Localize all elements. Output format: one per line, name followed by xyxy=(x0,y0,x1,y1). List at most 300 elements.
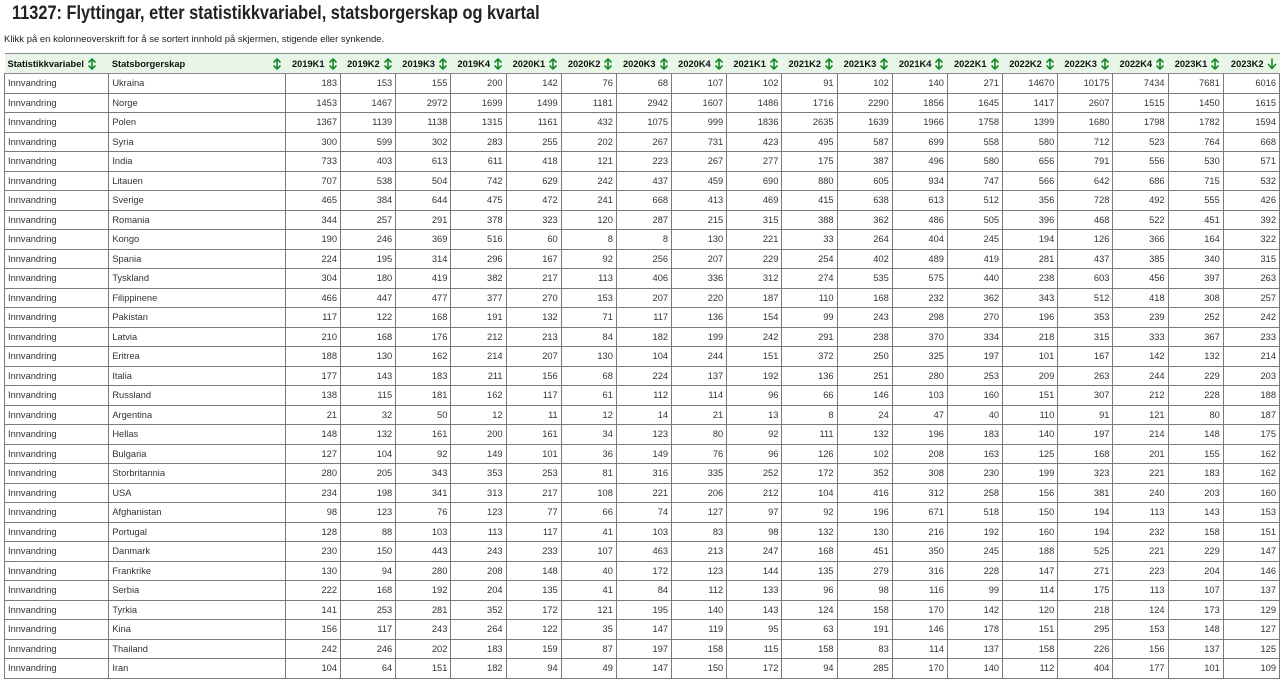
cell-statistikkvariabel: Innvandring xyxy=(5,503,109,523)
column-header-2021k4[interactable] xyxy=(892,54,947,74)
cell-value: 167 xyxy=(1058,347,1113,367)
cell-value: 699 xyxy=(892,132,947,152)
cell-value: 223 xyxy=(1113,561,1168,581)
cell-value: 8 xyxy=(561,230,616,250)
cell-value: 96 xyxy=(727,444,782,464)
cell-value: 91 xyxy=(1058,405,1113,425)
cell-value: 233 xyxy=(1223,327,1279,347)
cell-value: 199 xyxy=(1003,464,1058,484)
cell-value: 130 xyxy=(837,522,892,542)
cell-value: 516 xyxy=(451,230,506,250)
cell-value: 587 xyxy=(837,132,892,152)
cell-value: 209 xyxy=(1003,366,1058,386)
cell-value: 40 xyxy=(947,405,1002,425)
cell-value: 204 xyxy=(1168,561,1223,581)
cell-value: 107 xyxy=(672,74,727,94)
cell-value: 114 xyxy=(1003,581,1058,601)
column-header-2022k4[interactable] xyxy=(1113,54,1168,74)
cell-value: 599 xyxy=(341,132,396,152)
cell-value: 160 xyxy=(1003,522,1058,542)
cell-value: 238 xyxy=(837,327,892,347)
column-header-statsborgerskap[interactable] xyxy=(109,54,286,74)
column-header-label: Statsborgerskap xyxy=(111,58,186,69)
cell-value: 142 xyxy=(506,74,561,94)
cell-value: 102 xyxy=(837,74,892,94)
table-row xyxy=(5,405,1280,425)
cell-value: 168 xyxy=(837,288,892,308)
cell-value: 388 xyxy=(782,210,837,230)
cell-value: 153 xyxy=(561,288,616,308)
cell-value: 240 xyxy=(1113,483,1168,503)
cell-value: 242 xyxy=(561,171,616,191)
cell-value: 571 xyxy=(1223,152,1279,172)
cell-value: 182 xyxy=(616,327,671,347)
cell-value: 523 xyxy=(1113,132,1168,152)
cell-value: 934 xyxy=(892,171,947,191)
cell-value: 60 xyxy=(506,230,561,250)
cell-statsborgerskap: Polen xyxy=(109,113,286,133)
cell-value: 104 xyxy=(341,444,396,464)
cell-value: 88 xyxy=(341,522,396,542)
cell-value: 791 xyxy=(1058,152,1113,172)
column-header-2019k3[interactable] xyxy=(396,54,451,74)
column-header-2020k1[interactable] xyxy=(506,54,561,74)
cell-value: 356 xyxy=(1003,191,1058,211)
cell-value: 367 xyxy=(1168,327,1223,347)
cell-value: 285 xyxy=(837,659,892,679)
cell-value: 214 xyxy=(1223,347,1279,367)
sort-both-icon xyxy=(934,58,944,70)
table-row xyxy=(5,171,1280,191)
sort-both-icon xyxy=(990,58,1000,70)
cell-value: 316 xyxy=(616,464,671,484)
cell-value: 183 xyxy=(396,366,451,386)
cell-value: 181 xyxy=(396,386,451,406)
cell-value: 656 xyxy=(1003,152,1058,172)
sort-both-icon xyxy=(493,58,503,70)
cell-value: 125 xyxy=(1223,639,1279,659)
cell-value: 162 xyxy=(396,347,451,367)
cell-statsborgerskap: Danmark xyxy=(109,542,286,562)
cell-value: 123 xyxy=(672,561,727,581)
cell-value: 316 xyxy=(892,561,947,581)
cell-statistikkvariabel: Innvandring xyxy=(5,93,109,113)
cell-value: 8 xyxy=(782,405,837,425)
cell-value: 130 xyxy=(285,561,340,581)
cell-statsborgerskap: Storbritannia xyxy=(109,464,286,484)
cell-value: 146 xyxy=(892,620,947,640)
cell-value: 257 xyxy=(1223,288,1279,308)
cell-value: 7681 xyxy=(1168,74,1223,94)
cell-value: 437 xyxy=(616,171,671,191)
cell-value: 221 xyxy=(1113,542,1168,562)
cell-value: 203 xyxy=(1223,366,1279,386)
cell-value: 451 xyxy=(1168,210,1223,230)
cell-value: 366 xyxy=(1113,230,1168,250)
cell-value: 246 xyxy=(341,639,396,659)
sort-both-icon xyxy=(87,58,97,70)
cell-statistikkvariabel: Innvandring xyxy=(5,386,109,406)
cell-value: 336 xyxy=(672,269,727,289)
cell-value: 126 xyxy=(1058,230,1113,250)
cell-value: 76 xyxy=(561,74,616,94)
column-header-label: 2022K1 xyxy=(954,58,987,69)
sort-both-icon xyxy=(879,58,889,70)
cell-value: 1486 xyxy=(727,93,782,113)
sort-both-icon xyxy=(1155,58,1165,70)
cell-value: 94 xyxy=(341,561,396,581)
column-header-label: 2019K1 xyxy=(291,58,325,69)
cell-value: 258 xyxy=(947,483,1002,503)
cell-value: 341 xyxy=(396,483,451,503)
cell-value: 377 xyxy=(451,288,506,308)
cell-value: 492 xyxy=(1113,191,1168,211)
cell-statsborgerskap: India xyxy=(109,152,286,172)
cell-value: 140 xyxy=(672,600,727,620)
cell-value: 671 xyxy=(892,503,947,523)
cell-value: 214 xyxy=(1113,425,1168,445)
column-header-2020k2[interactable] xyxy=(561,54,616,74)
cell-value: 104 xyxy=(616,347,671,367)
cell-value: 486 xyxy=(892,210,947,230)
column-header-label: 2021K3 xyxy=(843,58,877,69)
column-header-label: 2019K4 xyxy=(457,58,491,69)
cell-value: 214 xyxy=(451,347,506,367)
column-header-2019k4[interactable] xyxy=(451,54,506,74)
cell-value: 233 xyxy=(506,542,561,562)
cell-value: 203 xyxy=(1168,483,1223,503)
column-header-2019k2[interactable] xyxy=(341,54,396,74)
cell-value: 241 xyxy=(561,191,616,211)
cell-value: 136 xyxy=(672,308,727,328)
cell-value: 522 xyxy=(1113,210,1168,230)
cell-statsborgerskap: USA xyxy=(109,483,286,503)
cell-value: 1680 xyxy=(1058,113,1113,133)
cell-value: 191 xyxy=(451,308,506,328)
column-header-2022k1[interactable] xyxy=(947,54,1002,74)
sort-both-icon xyxy=(714,58,724,70)
cell-value: 469 xyxy=(727,191,782,211)
cell-value: 162 xyxy=(1223,444,1279,464)
cell-value: 61 xyxy=(561,386,616,406)
cell-value: 121 xyxy=(561,152,616,172)
table-row xyxy=(5,191,1280,211)
table-row xyxy=(5,561,1280,581)
cell-value: 212 xyxy=(451,327,506,347)
cell-statistikkvariabel: Innvandring xyxy=(5,581,109,601)
cell-value: 212 xyxy=(1113,386,1168,406)
cell-value: 177 xyxy=(1113,659,1168,679)
cell-statsborgerskap: Spania xyxy=(109,249,286,269)
cell-value: 270 xyxy=(506,288,561,308)
cell-value: 1758 xyxy=(947,113,1002,133)
table-row xyxy=(5,522,1280,542)
column-header-2021k3[interactable] xyxy=(837,54,892,74)
data-table-container xyxy=(4,53,1280,679)
cell-value: 154 xyxy=(727,308,782,328)
cell-value: 274 xyxy=(782,269,837,289)
cell-value: 99 xyxy=(782,308,837,328)
cell-value: 130 xyxy=(672,230,727,250)
cell-value: 138 xyxy=(285,386,340,406)
cell-value: 21 xyxy=(672,405,727,425)
cell-value: 255 xyxy=(506,132,561,152)
cell-value: 14 xyxy=(616,405,671,425)
cell-value: 538 xyxy=(341,171,396,191)
cell-value: 160 xyxy=(1223,483,1279,503)
cell-value: 465 xyxy=(285,191,340,211)
cell-value: 419 xyxy=(947,249,1002,269)
cell-value: 382 xyxy=(451,269,506,289)
cell-value: 83 xyxy=(837,639,892,659)
cell-value: 1453 xyxy=(285,93,340,113)
cell-value: 1515 xyxy=(1113,93,1168,113)
cell-value: 402 xyxy=(837,249,892,269)
cell-value: 132 xyxy=(1168,347,1223,367)
cell-statistikkvariabel: Innvandring xyxy=(5,464,109,484)
column-header-2021k2[interactable] xyxy=(782,54,837,74)
cell-value: 370 xyxy=(892,327,947,347)
cell-value: 384 xyxy=(341,191,396,211)
cell-value: 183 xyxy=(451,639,506,659)
sort-both-icon xyxy=(438,58,448,70)
cell-statsborgerskap: Tyrkia xyxy=(109,600,286,620)
cell-value: 413 xyxy=(672,191,727,211)
cell-value: 12 xyxy=(561,405,616,425)
cell-value: 202 xyxy=(561,132,616,152)
cell-value: 668 xyxy=(1223,132,1279,152)
cell-value: 117 xyxy=(506,522,561,542)
cell-statistikkvariabel: Innvandring xyxy=(5,483,109,503)
cell-value: 611 xyxy=(451,152,506,172)
cell-value: 1645 xyxy=(947,93,1002,113)
cell-value: 603 xyxy=(1058,269,1113,289)
cell-value: 213 xyxy=(506,327,561,347)
cell-value: 151 xyxy=(1003,620,1058,640)
cell-value: 217 xyxy=(506,269,561,289)
cell-value: 127 xyxy=(672,503,727,523)
cell-value: 156 xyxy=(1003,483,1058,503)
cell-value: 103 xyxy=(396,522,451,542)
cell-value: 686 xyxy=(1113,171,1168,191)
cell-value: 280 xyxy=(892,366,947,386)
cell-value: 243 xyxy=(451,542,506,562)
cell-statsborgerskap: Argentina xyxy=(109,405,286,425)
cell-value: 437 xyxy=(1058,249,1113,269)
cell-value: 315 xyxy=(1058,327,1113,347)
cell-value: 426 xyxy=(1223,191,1279,211)
cell-value: 207 xyxy=(672,249,727,269)
cell-value: 66 xyxy=(782,386,837,406)
cell-value: 252 xyxy=(727,464,782,484)
cell-value: 121 xyxy=(561,600,616,620)
cell-value: 168 xyxy=(1058,444,1113,464)
cell-value: 83 xyxy=(672,522,727,542)
cell-statsborgerskap: Thailand xyxy=(109,639,286,659)
sort-both-icon xyxy=(1045,58,1055,70)
cell-value: 35 xyxy=(561,620,616,640)
cell-value: 419 xyxy=(396,269,451,289)
cell-value: 172 xyxy=(616,561,671,581)
cell-value: 1399 xyxy=(1003,113,1058,133)
cell-value: 113 xyxy=(561,269,616,289)
cell-value: 1716 xyxy=(782,93,837,113)
cell-statistikkvariabel: Innvandring xyxy=(5,347,109,367)
column-header-2020k3[interactable] xyxy=(616,54,671,74)
cell-value: 1798 xyxy=(1113,113,1168,133)
cell-statistikkvariabel: Innvandring xyxy=(5,132,109,152)
cell-value: 2635 xyxy=(782,113,837,133)
cell-value: 148 xyxy=(1168,425,1223,445)
cell-value: 381 xyxy=(1058,483,1113,503)
cell-value: 580 xyxy=(947,152,1002,172)
cell-value: 142 xyxy=(1113,347,1168,367)
cell-value: 1615 xyxy=(1223,93,1279,113)
cell-value: 120 xyxy=(561,210,616,230)
cell-value: 11 xyxy=(506,405,561,425)
cell-value: 496 xyxy=(892,152,947,172)
cell-value: 183 xyxy=(285,74,340,94)
cell-value: 151 xyxy=(727,347,782,367)
cell-statistikkvariabel: Innvandring xyxy=(5,327,109,347)
cell-value: 137 xyxy=(947,639,1002,659)
cell-value: 638 xyxy=(837,191,892,211)
cell-value: 229 xyxy=(1168,542,1223,562)
column-header-2023k1[interactable] xyxy=(1168,54,1223,74)
cell-value: 221 xyxy=(727,230,782,250)
cell-value: 298 xyxy=(892,308,947,328)
cell-value: 108 xyxy=(561,483,616,503)
cell-value: 244 xyxy=(1113,366,1168,386)
cell-value: 416 xyxy=(837,483,892,503)
cell-statistikkvariabel: Innvandring xyxy=(5,444,109,464)
cell-value: 2942 xyxy=(616,93,671,113)
cell-value: 300 xyxy=(285,132,340,152)
cell-value: 120 xyxy=(1003,600,1058,620)
cell-value: 1782 xyxy=(1168,113,1223,133)
column-header-2022k2[interactable] xyxy=(1003,54,1058,74)
cell-value: 95 xyxy=(727,620,782,640)
cell-value: 715 xyxy=(1168,171,1223,191)
cell-value: 183 xyxy=(947,425,1002,445)
sort-both-icon xyxy=(383,58,393,70)
cell-value: 385 xyxy=(1113,249,1168,269)
cell-statistikkvariabel: Innvandring xyxy=(5,522,109,542)
cell-value: 742 xyxy=(451,171,506,191)
cell-value: 192 xyxy=(396,581,451,601)
cell-value: 153 xyxy=(1223,503,1279,523)
cell-value: 466 xyxy=(285,288,340,308)
cell-value: 1499 xyxy=(506,93,561,113)
cell-value: 392 xyxy=(1223,210,1279,230)
cell-value: 475 xyxy=(451,191,506,211)
cell-statsborgerskap: Filippinene xyxy=(109,288,286,308)
cell-value: 114 xyxy=(672,386,727,406)
cell-value: 172 xyxy=(782,464,837,484)
cell-value: 253 xyxy=(506,464,561,484)
table-row xyxy=(5,620,1280,640)
cell-statsborgerskap: Afghanistan xyxy=(109,503,286,523)
cell-value: 362 xyxy=(947,288,1002,308)
column-header-2022k3[interactable] xyxy=(1058,54,1113,74)
cell-statistikkvariabel: Innvandring xyxy=(5,288,109,308)
cell-value: 192 xyxy=(947,522,1002,542)
cell-value: 109 xyxy=(1223,659,1279,679)
table-row xyxy=(5,542,1280,562)
cell-value: 146 xyxy=(837,386,892,406)
cell-value: 151 xyxy=(1223,522,1279,542)
column-header-2020k4[interactable] xyxy=(672,54,727,74)
cell-value: 224 xyxy=(285,249,340,269)
cell-value: 200 xyxy=(451,74,506,94)
cell-value: 451 xyxy=(837,542,892,562)
cell-statsborgerskap: Romania xyxy=(109,210,286,230)
cell-value: 246 xyxy=(341,230,396,250)
table-row xyxy=(5,639,1280,659)
cell-value: 532 xyxy=(1223,171,1279,191)
cell-value: 1639 xyxy=(837,113,892,133)
column-header-2019k1[interactable] xyxy=(285,54,340,74)
cell-value: 472 xyxy=(506,191,561,211)
cell-value: 747 xyxy=(947,171,1002,191)
cell-value: 204 xyxy=(451,581,506,601)
cell-value: 168 xyxy=(341,327,396,347)
cell-value: 175 xyxy=(782,152,837,172)
cell-value: 125 xyxy=(1003,444,1058,464)
cell-value: 117 xyxy=(506,386,561,406)
column-header-statistikkvariabel[interactable] xyxy=(5,54,109,74)
sort-both-icon xyxy=(769,58,779,70)
cell-value: 50 xyxy=(396,405,451,425)
cell-value: 197 xyxy=(616,639,671,659)
cell-value: 24 xyxy=(837,405,892,425)
table-row xyxy=(5,444,1280,464)
cell-value: 212 xyxy=(727,483,782,503)
cell-value: 353 xyxy=(1058,308,1113,328)
cell-value: 187 xyxy=(1223,405,1279,425)
table-row xyxy=(5,327,1280,347)
cell-value: 613 xyxy=(396,152,451,172)
cell-statsborgerskap: Ukraina xyxy=(109,74,286,94)
cell-value: 170 xyxy=(892,659,947,679)
cell-value: 362 xyxy=(837,210,892,230)
cell-value: 112 xyxy=(616,386,671,406)
cell-statistikkvariabel: Innvandring xyxy=(5,152,109,172)
cell-value: 512 xyxy=(947,191,1002,211)
cell-value: 32 xyxy=(341,405,396,425)
cell-value: 566 xyxy=(1003,171,1058,191)
cell-value: 124 xyxy=(1113,600,1168,620)
cell-value: 287 xyxy=(616,210,671,230)
cell-value: 220 xyxy=(672,288,727,308)
cell-value: 280 xyxy=(285,464,340,484)
cell-value: 333 xyxy=(1113,327,1168,347)
cell-value: 764 xyxy=(1168,132,1223,152)
column-header-label: 2022K4 xyxy=(1119,58,1153,69)
column-header-2023k2[interactable] xyxy=(1223,54,1279,74)
cell-value: 153 xyxy=(341,74,396,94)
cell-value: 238 xyxy=(1003,269,1058,289)
column-header-2021k1[interactable] xyxy=(727,54,782,74)
cell-statsborgerskap: Sverige xyxy=(109,191,286,211)
cell-value: 99 xyxy=(947,581,1002,601)
cell-value: 123 xyxy=(451,503,506,523)
cell-value: 121 xyxy=(1113,405,1168,425)
cell-value: 232 xyxy=(1113,522,1168,542)
table-row xyxy=(5,113,1280,133)
cell-value: 207 xyxy=(616,288,671,308)
cell-value: 432 xyxy=(561,113,616,133)
